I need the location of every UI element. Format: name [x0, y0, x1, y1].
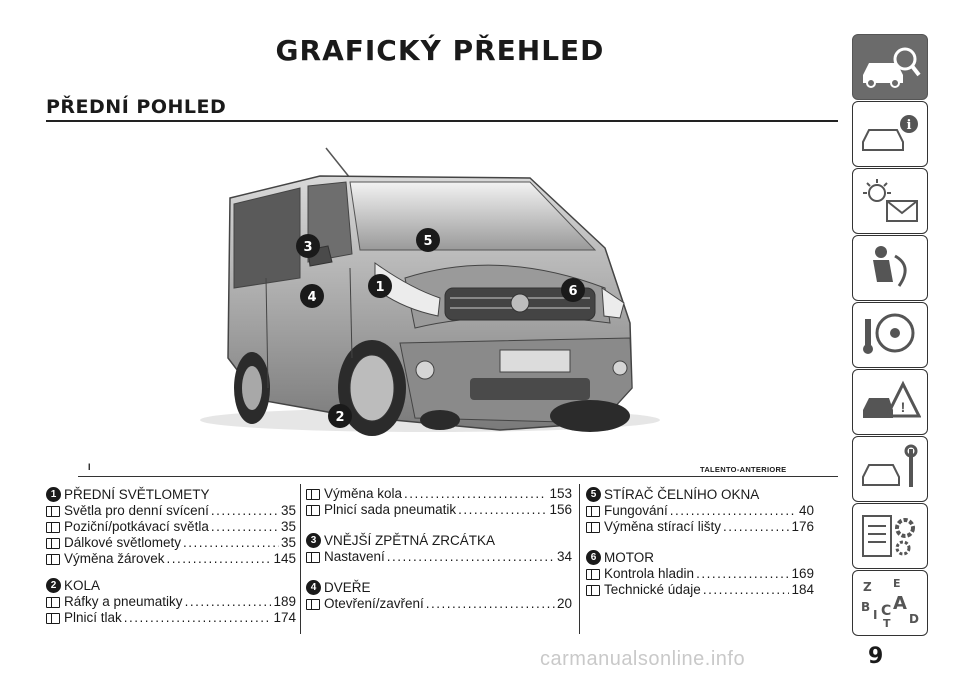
index-entry[interactable]: Technické údaje ..... 184: [586, 582, 814, 598]
page-ref: 174: [273, 610, 296, 625]
index-entry[interactable]: Plnicí sada pneumatik ..... 156: [306, 502, 572, 518]
page-ref: 169: [791, 566, 814, 581]
section-engine: [586, 549, 814, 598]
index-entry[interactable]: Plnicí tlak ..... 174: [46, 610, 296, 626]
book-icon: [586, 585, 600, 596]
section-number-badge: 4: [306, 580, 321, 595]
book-icon: [586, 569, 600, 580]
section-heading: DVEŘE: [324, 580, 371, 595]
page-ref: 35: [280, 503, 296, 518]
tab-technical-specs[interactable]: [852, 503, 928, 569]
section-wiper: [586, 486, 814, 535]
section-heading: VNĚJŠÍ ZPĚTNÁ ZRCÁTKA: [324, 533, 496, 548]
figure-divider: [78, 476, 838, 477]
index-entry[interactable]: Výměna žárovek ..... 145: [46, 551, 296, 567]
section-wheels: [46, 577, 296, 626]
index-entry[interactable]: Výměna kola ..... 153: [306, 486, 572, 502]
page-ref: 153: [549, 486, 572, 501]
tab-alphabetical-index[interactable]: [852, 570, 928, 636]
tab-safety[interactable]: [852, 235, 928, 301]
section-heading: PŘEDNÍ SVĚTLOMETY: [64, 487, 210, 502]
section-heading: MOTOR: [604, 550, 654, 565]
svg-text:T: T: [883, 617, 891, 629]
svg-text:E: E: [893, 577, 901, 590]
book-icon: [306, 505, 320, 516]
section-heading: STÍRAČ ČELNÍHO OKNA: [604, 487, 760, 502]
section-number-badge: 5: [586, 487, 601, 502]
tab-starting-driving[interactable]: [852, 302, 928, 368]
section-title: PŘEDNÍ POHLED: [46, 96, 227, 118]
book-icon: [586, 522, 600, 533]
car-wrench-icon: [859, 443, 921, 495]
index-column-2: [306, 486, 572, 622]
section-divider: [46, 120, 838, 122]
book-icon: [46, 613, 60, 624]
svg-text:A: A: [893, 593, 907, 614]
page-ref: 40: [798, 503, 814, 518]
steering-wheel-key-icon: [859, 309, 921, 361]
index-column-1: [46, 486, 296, 636]
section-heading: KOLA: [64, 578, 101, 593]
svg-text:D: D: [909, 612, 919, 626]
warning-lights-envelope-icon: [859, 175, 921, 227]
book-icon: [46, 522, 60, 533]
figure-code: TALENTO-ANTERIORE: [700, 465, 787, 474]
watermark: carmanualsonline.info: [540, 648, 746, 670]
car-warning-triangle-icon: [859, 376, 921, 428]
section-mirrors: [306, 532, 572, 565]
index-column-3: [586, 486, 814, 608]
section-number-badge: 2: [46, 578, 61, 593]
section-headlights: [46, 486, 296, 567]
page-ref: 35: [280, 535, 296, 550]
tab-dashboard[interactable]: [852, 101, 928, 167]
index-entry[interactable]: Fungování ..... 40: [586, 503, 814, 519]
section-number-badge: 6: [586, 550, 601, 565]
page-ref: 34: [556, 549, 572, 564]
callout-1: 1: [375, 280, 385, 295]
section-doors: [306, 579, 572, 612]
svg-text:i: i: [906, 118, 912, 133]
page-ref: 189: [273, 594, 296, 609]
svg-text:I: I: [873, 608, 878, 622]
book-icon: [306, 599, 320, 610]
callout-6: 6: [568, 284, 578, 299]
svg-text:B: B: [861, 600, 871, 614]
callout-2: 2: [335, 410, 345, 425]
index-entry[interactable]: Poziční/potkávací světla ..... 35: [46, 519, 296, 535]
tab-warning-lights[interactable]: [852, 168, 928, 234]
section-number-badge: 3: [306, 533, 321, 548]
svg-text:!: !: [900, 399, 906, 415]
book-icon: [46, 538, 60, 549]
seat-airbag-icon: [859, 242, 921, 294]
van-front-view-figure: [200, 138, 680, 456]
index-entry[interactable]: Otevření/zavření ..... 20: [306, 596, 572, 612]
callout-4: 4: [307, 290, 317, 305]
book-icon: [46, 554, 60, 565]
page-ref: 145: [273, 551, 296, 566]
index-entry[interactable]: Výměna stírací lišty ..... 176: [586, 519, 814, 535]
svg-text:C: C: [881, 603, 892, 619]
figure-label: I: [88, 462, 91, 472]
page-ref: 35: [280, 519, 296, 534]
tab-graphic-overview[interactable]: [852, 34, 928, 100]
book-icon: [46, 597, 60, 608]
page-title: GRAFICKÝ PŘEHLED: [275, 34, 605, 67]
tab-emergency[interactable]: [852, 369, 928, 435]
page-ref: 156: [549, 502, 572, 517]
index-entry[interactable]: Světla pro denní svícení ..... 35: [46, 503, 296, 519]
callout-5: 5: [423, 234, 433, 249]
column-divider: [300, 484, 301, 634]
specs-gears-icon: [859, 510, 921, 562]
page-number: 9: [868, 644, 884, 669]
car-search-icon: [859, 41, 921, 93]
index-entry[interactable]: Dálkové světlomety ..... 35: [46, 535, 296, 551]
tab-maintenance[interactable]: [852, 436, 928, 502]
book-icon: [586, 506, 600, 517]
index-entry[interactable]: Kontrola hladin ..... 169: [586, 566, 814, 582]
index-entry[interactable]: Ráfky a pneumatiky ..... 189: [46, 594, 296, 610]
page-ref: 184: [791, 582, 814, 597]
car-info-icon: [859, 108, 921, 160]
section-number-badge: 1: [46, 487, 61, 502]
book-icon: [306, 552, 320, 563]
alphabet-index-icon: [859, 577, 921, 629]
callout-3: 3: [303, 240, 313, 255]
book-icon: [46, 506, 60, 517]
page-ref: 20: [556, 596, 572, 611]
svg-text:Z: Z: [863, 580, 872, 594]
column-divider: [579, 484, 580, 634]
book-icon: [306, 489, 320, 500]
page-ref: 176: [791, 519, 814, 534]
index-entry[interactable]: Nastavení ..... 34: [306, 549, 572, 565]
